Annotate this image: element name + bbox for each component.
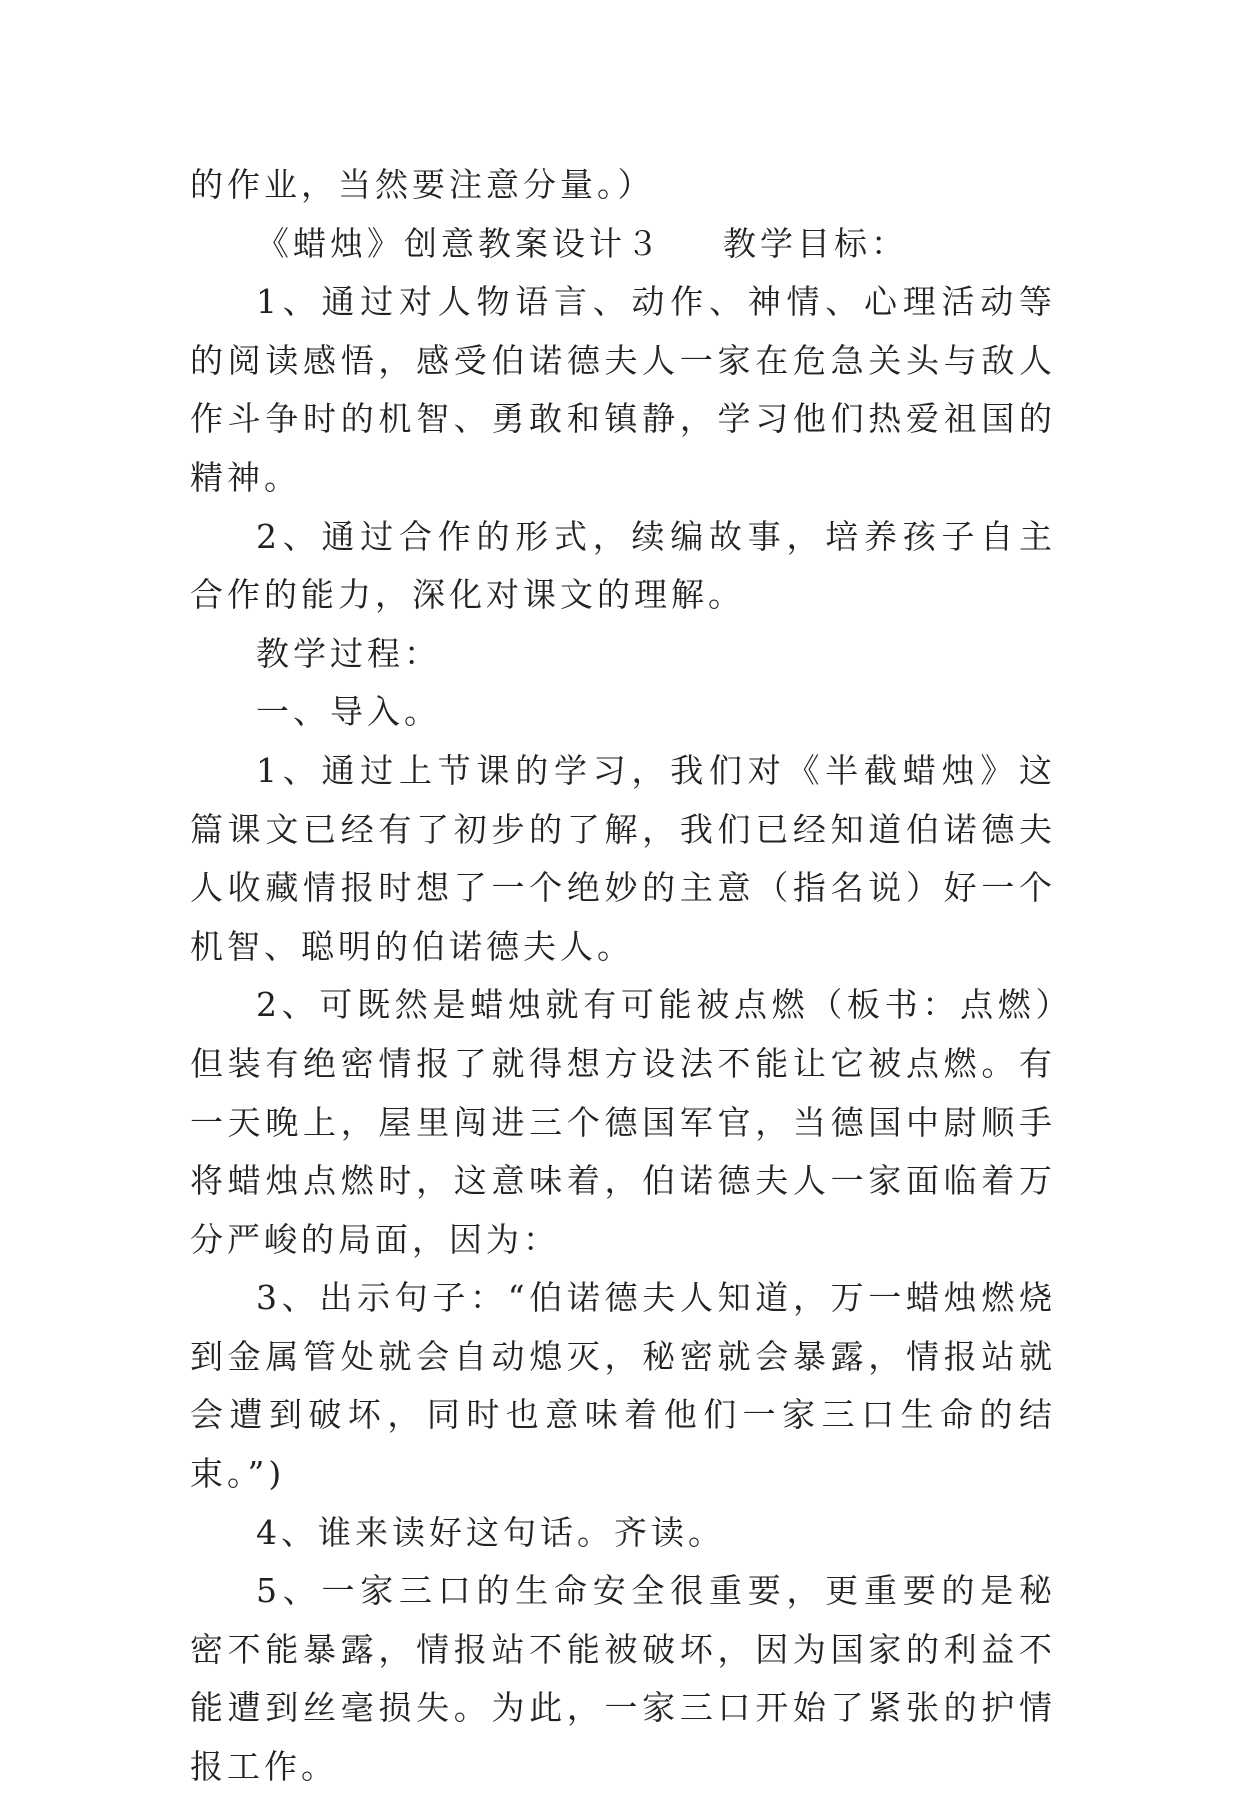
section-title-line xyxy=(190,215,1056,274)
objectives-heading: 教学目标： xyxy=(723,223,908,263)
document-body xyxy=(190,156,1056,1797)
step-4-paragraph: 4、谁来读好这句话。齐读。 xyxy=(256,1512,725,1552)
step-5-paragraph: 5、一家三口的生命安全很重要，更重要的是秘密不能暴露，情报站不能被破坏，因为国家的利益不能遭到丝毫损失。为此，一家三口开始了紧张的护情报工作。 xyxy=(190,1571,1056,1787)
objective-1-paragraph: 1、通过对人物语言、动作、神情、心理活动等的阅读感悟，感受伯诺德夫人一家在危急关头与敌人作斗争时的机智、勇敢和镇静，学习他们热爱祖国的精神。 xyxy=(190,282,1056,497)
step-heading: 一、导入。 xyxy=(256,692,441,732)
step-1-paragraph: 1、通过上节课的学习，我们对《半截蜡烛》这篇课文已经有了初步的了解，我们已经知道伯诺德夫人收藏情报时想了一个绝妙的主意（指名说）好一个机智、聪明的伯诺德夫人。 xyxy=(190,750,1056,966)
section-title: 《蜡烛》创意教案设计３ xyxy=(256,223,663,263)
step-3-paragraph: 3、出示句子：“伯诺德夫人知道，万一蜡烛燃烧到金属管处就会自动熄灭，秘密就会暴露，情报站就会遭到破坏，同时也意味着他们一家三口生命的结束。”) xyxy=(190,1278,1056,1494)
step-2-paragraph: 2、可既然是蜡烛就有可能被点燃（板书：点燃）但装有绝密情报了就得想方设法不能让它被点燃。有一天晚上，屋里闯进三个德国军官，当德国中尉顺手将蜡烛点燃时，这意味着，伯诺德夫人一家面临着万分严峻的局面，因为： xyxy=(190,985,1056,1259)
objective-2-paragraph: 2、通过合作的形式，续编故事，培养孩子自主合作的能力，深化对课文的理解。 xyxy=(190,516,1056,615)
continuation-paragraph: 的作业，当然要注意分量。） xyxy=(190,165,655,204)
process-heading: 教学过程： xyxy=(256,633,441,673)
